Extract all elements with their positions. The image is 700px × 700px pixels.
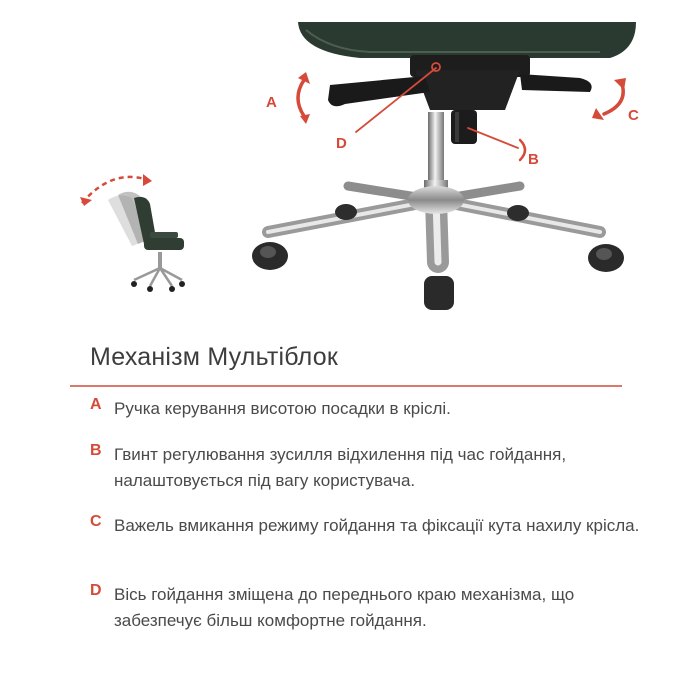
feature-text: Вісь гойдання зміщена до переднього краю механізма, що забезпечує більш комфортне гойдання. <box>114 585 575 630</box>
callout-label-b: B <box>528 151 539 168</box>
tilt-lock-lever <box>520 74 592 92</box>
tension-knob <box>451 110 477 144</box>
star-base <box>268 186 600 262</box>
callout-label-a: A <box>266 94 277 111</box>
tilt-mechanism <box>410 55 530 110</box>
feature-letter: D <box>90 582 102 599</box>
chair-mechanism-illustration <box>0 0 700 330</box>
arrowhead-a-bottom <box>300 114 310 124</box>
feature-text: Ручка керування висотою посадки в кріслі. <box>114 399 451 418</box>
seat-cushion <box>298 22 636 58</box>
feature-text: Гвинт регулювання зусилля відхилення під час гойдання, налаштовується під вагу користувача. <box>114 445 567 490</box>
callout-label-d: D <box>336 135 347 152</box>
recline-thumbnail <box>80 174 185 292</box>
section-title: Механізм Мультіблок <box>90 343 338 371</box>
feature-letter: B <box>90 442 102 459</box>
title-divider <box>70 385 622 387</box>
feature-letter: A <box>90 396 102 413</box>
feature-text: Важель вмикання режиму гойдання та фіксації кута нахилу крісла. <box>114 516 640 535</box>
arrowhead-c-bottom <box>592 108 604 120</box>
arrowhead-c-top <box>614 78 626 90</box>
feature-letter: C <box>90 513 102 530</box>
height-lever <box>328 76 430 106</box>
callout-label-c: C <box>628 107 639 124</box>
